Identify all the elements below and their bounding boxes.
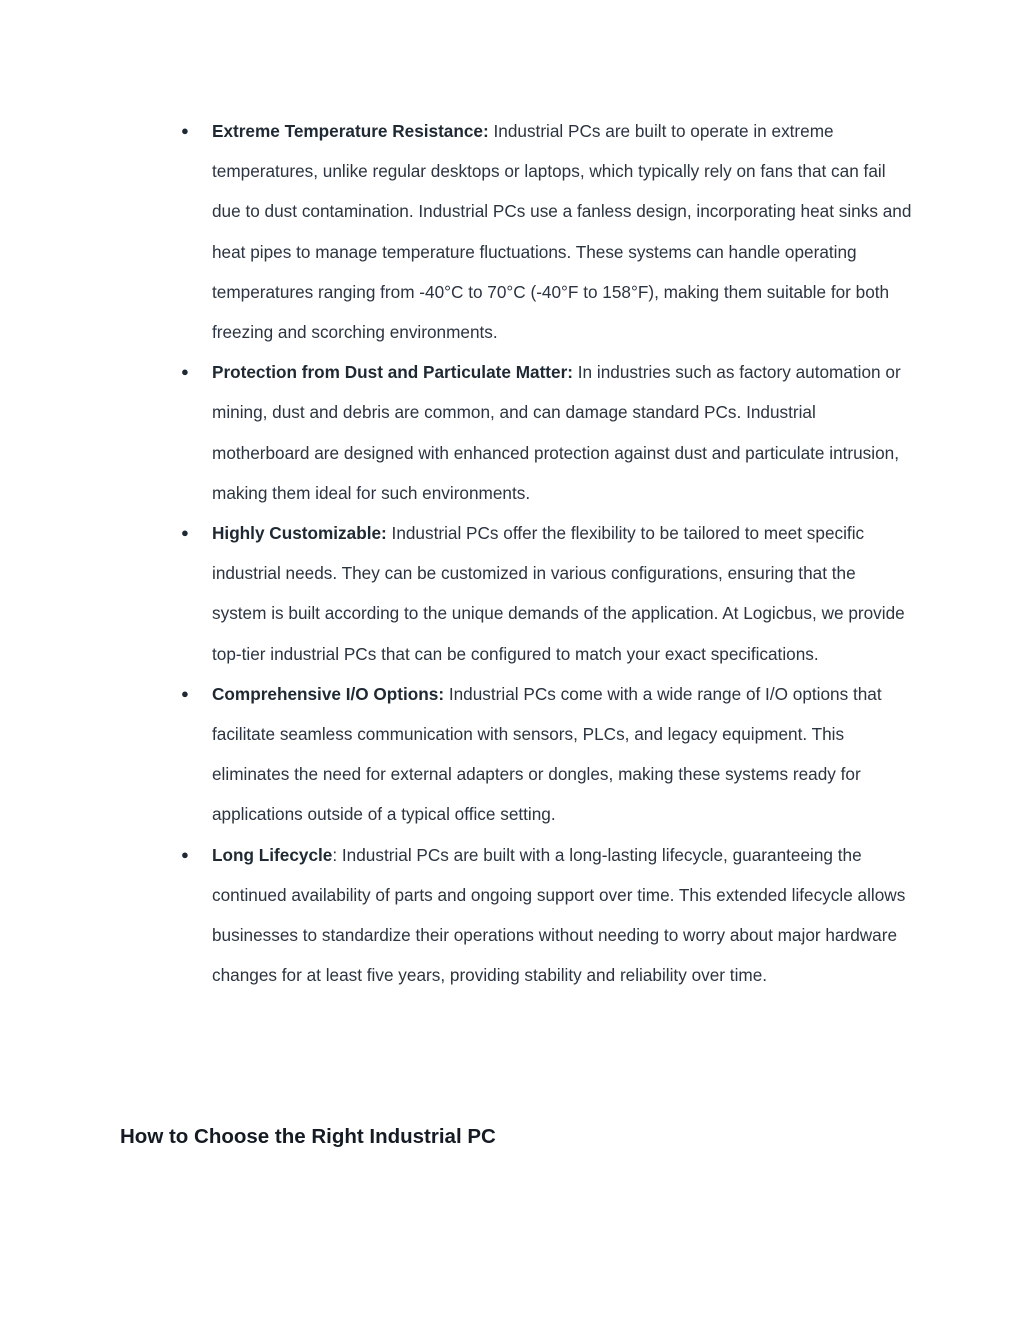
feature-term: Extreme Temperature Resistance:	[212, 121, 489, 141]
list-item	[181, 111, 912, 352]
bullet-icon: ●	[181, 123, 189, 138]
bullet-icon: ●	[181, 846, 189, 862]
feature-term: Long Lifecycle	[212, 844, 333, 865]
feature-description: Industrial PCs come with a wide range of I/O options that facilitate seamless communication with sensors, PLCs, and legacy equipment. This eliminates the need for external adapters or dongles, making these systems ready for applications outside of a typical office setting.	[212, 683, 882, 825]
list-item	[181, 352, 912, 513]
feature-description: In industries such as factory automation or mining, dust and debris are common, and can damage standard PCs. Industrial motherboard are designed with enhanced protection against dust and particulate intrusion, making them ideal for such environments.	[212, 362, 901, 503]
feature-term: Highly Customizable:	[212, 523, 387, 544]
feature-description: Industrial PCs are built to operate in extreme temperatures, unlike regular desktops or laptops, which typically rely on fans that can fail due to dust contamination. Industrial PCs use a fanless design, incorporating heat sinks and heat pipes to manage temperature fluctuations. These systems can handle operating temperatures ranging from -40°C to 70°C (-40°F to 158°F), making them suitable for both freezing and scorching environments.	[212, 121, 912, 343]
feature-list	[181, 111, 912, 995]
section-heading: How to Choose the Right Industrial PC	[120, 1125, 496, 1148]
feature-description: Industrial PCs offer the flexibility to be tailored to meet specific industrial needs. They can be customized in various configurations, ensuring that the system is built according to the unique demands of the application. At Logicbus, we provide top-tier industrial PCs that can be configured to match your exact specifications.	[212, 523, 905, 664]
feature-description: : Industrial PCs are built with a long-lasting lifecycle, guaranteeing the continued availability of parts and ongoing support over time. This extended lifecycle allows businesses to standardize their operations without needing to worry about major hardware changes for at least five years, providing stability and reliability over time.	[212, 844, 906, 986]
list-item	[181, 835, 912, 996]
list-item	[181, 513, 912, 674]
bullet-icon: ●	[181, 525, 189, 541]
feature-term: Protection from Dust and Particulate Matter:	[212, 362, 573, 383]
bullet-icon: ●	[181, 685, 189, 701]
feature-term: Comprehensive I/O Options:	[212, 683, 445, 704]
bullet-icon: ●	[181, 364, 189, 380]
list-item	[181, 674, 912, 835]
